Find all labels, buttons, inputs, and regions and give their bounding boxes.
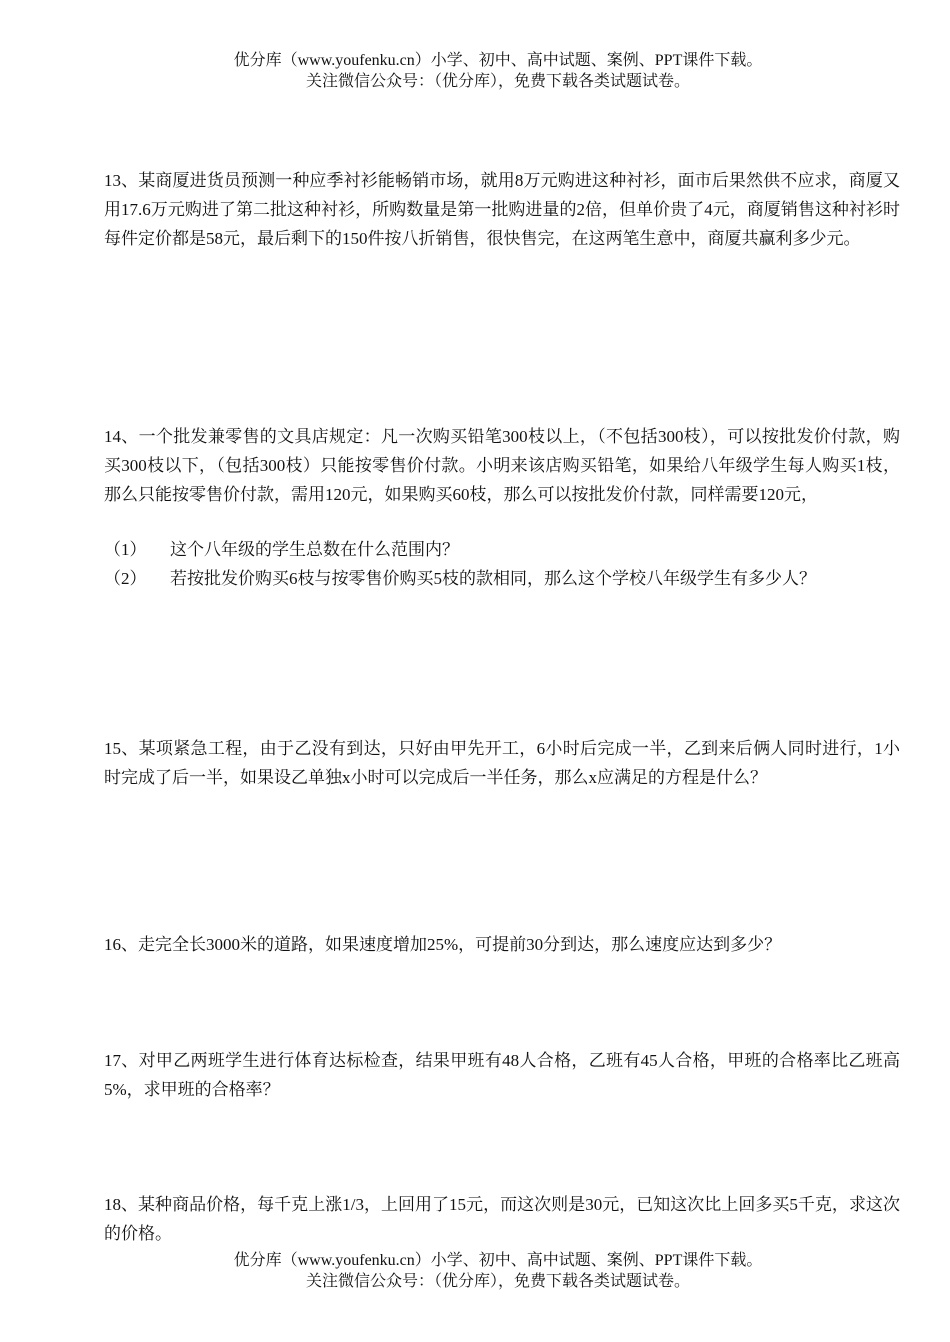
question-14-part-2-text: 若按批发价购买6枝与按零售价购买5枝的款相同，那么这个学校八年级学生有多少人？ xyxy=(170,569,816,588)
question-14-part-1-text: 这个八年级的学生总数在什么范围内？ xyxy=(170,540,459,559)
question-17: 17、对甲乙两班学生进行体育达标检查，结果甲班有48人合格，乙班有45人合格，甲班的合格率比乙班高5%，求甲班的合格率？ xyxy=(104,1051,900,1099)
footer-line-2: 关注微信公众号：（优分库），免费下载各类试题试卷。 xyxy=(305,1273,690,1290)
page-header xyxy=(0,50,950,92)
question-15: 15、某项紧急工程，由于乙没有到达，只好由甲先开工，6小时后完成一半，乙到来后俩人同时进行，1小时完成了后一半，如果设乙单独x小时可以完成后一半任务，那么x应满足的方程是什么？ xyxy=(104,739,900,787)
question-13: 13、某商厦进货员预测一种应季衬衫能畅销市场，就用8万元购进这种衬衫，面市后果然供不应求，商厦又用17.6万元购进了第二批这种衬衫，所购数量是第一批购进量的2倍，但单价贵了4元，商厦销售这种衬衫时每件定价都是58元，最后剩下的150件按八折销售，很快售完，在这两笔生意中，商厦共赢利多少元。 xyxy=(104,171,900,248)
page-footer xyxy=(0,1250,950,1292)
question-14-part-2 xyxy=(104,564,914,593)
question-14-part-2-number: （2） xyxy=(104,569,147,588)
header-line-1: 优分库（www.youfenku.cn）小学、初中、高中试题、案例、PPT课件下载。 xyxy=(233,52,763,69)
question-14-part-1 xyxy=(104,535,914,564)
header-line-2: 关注微信公众号：（优分库），免费下载各类试题试卷。 xyxy=(305,73,690,90)
question-18: 18、某种商品价格，每千克上涨1/3，上回用了15元，而这次则是30元，已知这次比上回多买5千克，求这次的价格。 xyxy=(104,1195,900,1243)
question-16: 16、走完全长3000米的道路，如果速度增加25%，可提前30分到达，那么速度应达到多少？ xyxy=(104,935,782,954)
question-14: 14、一个批发兼零售的文具店规定：凡一次购买铅笔300枝以上，（不包括300枝），可以按批发价付款，购买300枝以下，（包括300枝）只能按零售价付款。小明来该店购买铅笔，如果给八年级学生每人购买1枝，那么只能按零售价付款，需用120元，如果购买60枝，那么可以按批发价付款，同样需要120元， xyxy=(104,427,900,504)
footer-line-1: 优分库（www.youfenku.cn）小学、初中、高中试题、案例、PPT课件下载。 xyxy=(233,1252,763,1269)
question-14-part-1-number: （1） xyxy=(104,540,147,559)
